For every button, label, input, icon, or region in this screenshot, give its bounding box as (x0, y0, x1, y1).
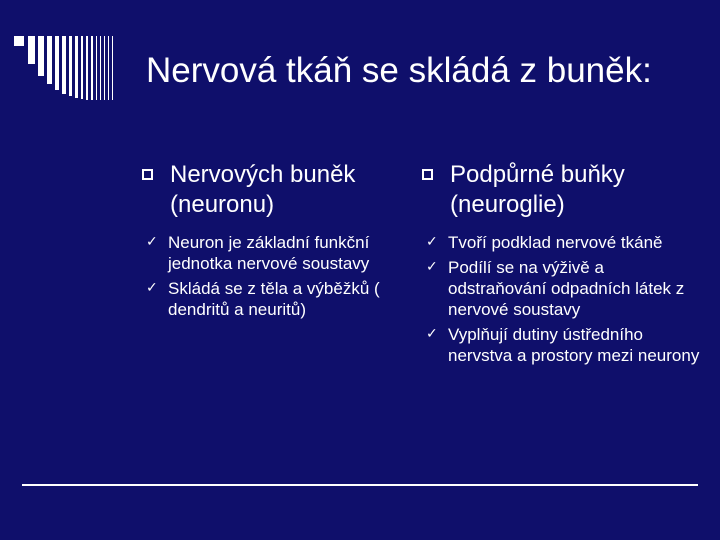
square-bullet-icon (142, 169, 153, 180)
left-column (140, 160, 410, 324)
list-item-text: Skládá se z těla a výběžků ( dendritů a neuritů) (168, 279, 380, 319)
list-item-text: Podílí se na výživě a odstraňování odpadních látek z nervové soustavy (448, 258, 685, 319)
list-item (420, 232, 700, 253)
left-bullet-list (140, 232, 410, 320)
list-item (140, 232, 410, 274)
square-bullet-icon (422, 169, 433, 180)
left-heading (140, 160, 410, 220)
slide-title: Nervová tkáň se skládá z buněk: (146, 51, 652, 90)
checkmark-icon: ✓ (146, 280, 158, 296)
right-bullet-list (420, 232, 700, 366)
right-heading-text: Podpůrné buňky (neuroglie) (450, 161, 625, 218)
striped-bars-decoration (14, 36, 114, 100)
left-heading-text: Nervových buněk (neuronu) (170, 161, 356, 218)
list-item-text: Tvoří podklad nervové tkáně (448, 233, 663, 252)
bottom-divider (22, 484, 698, 486)
list-item (420, 257, 700, 320)
list-item (140, 278, 410, 320)
list-item-text: Neuron je základní funkční jednotka nervové soustavy (168, 233, 370, 273)
checkmark-icon: ✓ (426, 234, 438, 250)
checkmark-icon: ✓ (426, 326, 438, 342)
list-item (420, 324, 700, 366)
list-item-text: Vyplňují dutiny ústředního nervstva a prostory mezi neurony (448, 325, 700, 365)
right-column (420, 160, 700, 370)
checkmark-icon: ✓ (146, 234, 158, 250)
checkmark-icon: ✓ (426, 259, 438, 275)
right-heading (420, 160, 700, 220)
